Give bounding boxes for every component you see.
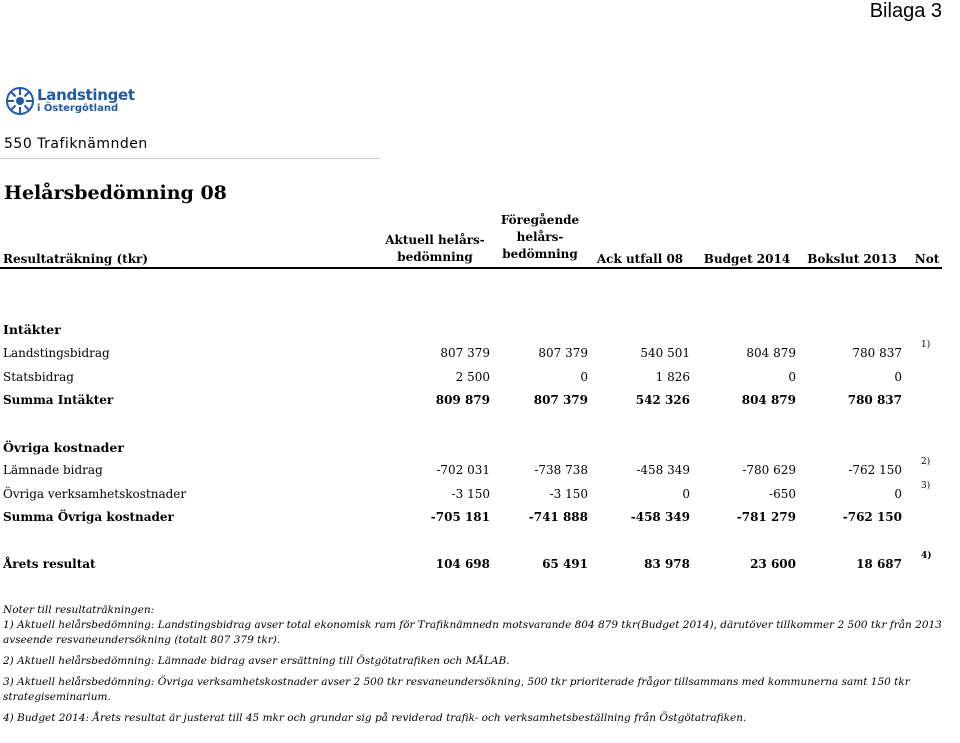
table-row (0, 481, 942, 505)
row-label: Landstingsbidrag (3, 346, 110, 360)
row-value: 780 837 (847, 393, 902, 407)
note-2: 2) Aktuell helårsbedömning: Lämnade bidrag avser ersättning till Östgötatrafiken och MÅLAB. (3, 655, 510, 667)
row-value: -705 181 (430, 510, 490, 524)
row-value: -762 150 (848, 463, 902, 477)
row-value: 0 (788, 370, 796, 384)
row-value: 104 698 (435, 557, 490, 571)
row-label: Summa Övriga kostnader (3, 510, 174, 524)
department-divider (0, 158, 380, 159)
row-label: Övriga verksamhetskostnader (3, 487, 187, 501)
section-intakter: Intäkter (3, 322, 61, 337)
row-value: 542 326 (635, 393, 690, 407)
department-name: 550 Trafiknämnden (4, 136, 148, 152)
page-label: Bilaga 3 (869, 0, 942, 22)
note-1-line2: avseende resvaneundersökning (totalt 807 379 tkr). (3, 634, 281, 646)
row-value: 2 500 (455, 370, 490, 384)
row-value: 0 (580, 370, 588, 384)
row-value: 65 491 (542, 557, 588, 571)
row-value: -3 150 (549, 487, 588, 501)
row-value: -650 (769, 487, 796, 501)
row-value: -781 279 (736, 510, 796, 524)
row-value: 0 (894, 487, 902, 501)
row-value: 1 826 (655, 370, 690, 384)
header-foregaende-line1: Föregående (500, 213, 580, 227)
table-row (0, 393, 942, 411)
row-note-ref: 3) (921, 481, 931, 491)
notes-section (3, 603, 943, 726)
row-value: -762 150 (842, 510, 902, 524)
row-value: 18 687 (856, 557, 902, 571)
header-not: Not (914, 252, 940, 266)
row-value: 780 837 (852, 346, 902, 360)
header-aktuell (380, 232, 490, 266)
header-divider (0, 267, 942, 269)
row-note-ref: 2) (921, 457, 931, 467)
row-value: 0 (894, 370, 902, 384)
logo-line2: i Östergötland (37, 103, 119, 114)
row-label: Summa Intäkter (3, 393, 114, 407)
header-aktuell-line2: bedömning (397, 250, 473, 264)
row-value: -458 349 (630, 510, 690, 524)
section-ovriga-kostnader: Övriga kostnader (3, 440, 124, 455)
row-value: 83 978 (644, 557, 690, 571)
row-value: 0 (682, 487, 690, 501)
note-3-line2: strategiseminarium. (3, 691, 111, 703)
row-value: 807 379 (440, 346, 490, 360)
logo-line1: Landstinget (37, 86, 135, 104)
row-value: 804 879 (741, 393, 796, 407)
row-value: 809 879 (435, 393, 490, 407)
row-value: -702 031 (436, 463, 490, 477)
table-row (0, 370, 942, 388)
row-value: -741 888 (528, 510, 588, 524)
header-bokslut: Bokslut 2013 (807, 252, 897, 266)
header-ack-utfall: Ack utfall 08 (596, 252, 684, 266)
row-label: Årets resultat (3, 557, 96, 571)
table-row (0, 340, 942, 364)
row-value: 804 879 (746, 346, 796, 360)
header-foregaende (485, 212, 595, 263)
notes-heading: Noter till resultaträkningen: (3, 604, 155, 616)
row-value: -458 349 (636, 463, 690, 477)
header-label: Resultaträkning (tkr) (3, 252, 149, 266)
landstinget-logo-icon (5, 86, 35, 116)
row-value: 807 379 (538, 346, 588, 360)
row-label: Lämnade bidrag (3, 463, 103, 477)
row-value: -738 738 (534, 463, 588, 477)
header-aktuell-line1: Aktuell helårs- (385, 233, 485, 247)
row-value: -3 150 (451, 487, 490, 501)
row-value: 23 600 (750, 557, 796, 571)
row-value: -780 629 (742, 463, 796, 477)
row-value: 807 379 (533, 393, 588, 407)
header-foregaende-line3: bedömning (502, 247, 578, 261)
note-3-line1: 3) Aktuell helårsbedömning: Övriga verksamhetskostnader avser 2 500 tkr resvaneundersökning, 500 tkr prioriterade frågor tillsammans med kommunerna samt 150 tkr (3, 676, 910, 688)
header-budget: Budget 2014 (703, 252, 791, 266)
row-label: Statsbidrag (3, 370, 74, 384)
table-row (0, 510, 942, 528)
row-value: 540 501 (640, 346, 690, 360)
table-row (0, 551, 942, 575)
note-1-line1: 1) Aktuell helårsbedömning: Landstingsbidrag avser total ekonomisk ram för Trafiknämnedn motsvarande 804 879 tkr(Budget 2014), därutöver tillkommer 2 500 tkr från 2013 (3, 619, 942, 631)
header-foregaende-line2: helårs- (516, 230, 564, 244)
page-title: Helårsbedömning 08 (4, 182, 227, 204)
row-note-ref: 1) (921, 340, 931, 350)
note-4: 4) Budget 2014: Årets resultat är justerat till 45 mkr och grundar sig på reviderad trafik- och verksamhetsbeställning från Östgötatrafiken. (3, 712, 747, 724)
row-note-ref: 4) (921, 551, 932, 561)
table-row (0, 457, 942, 481)
